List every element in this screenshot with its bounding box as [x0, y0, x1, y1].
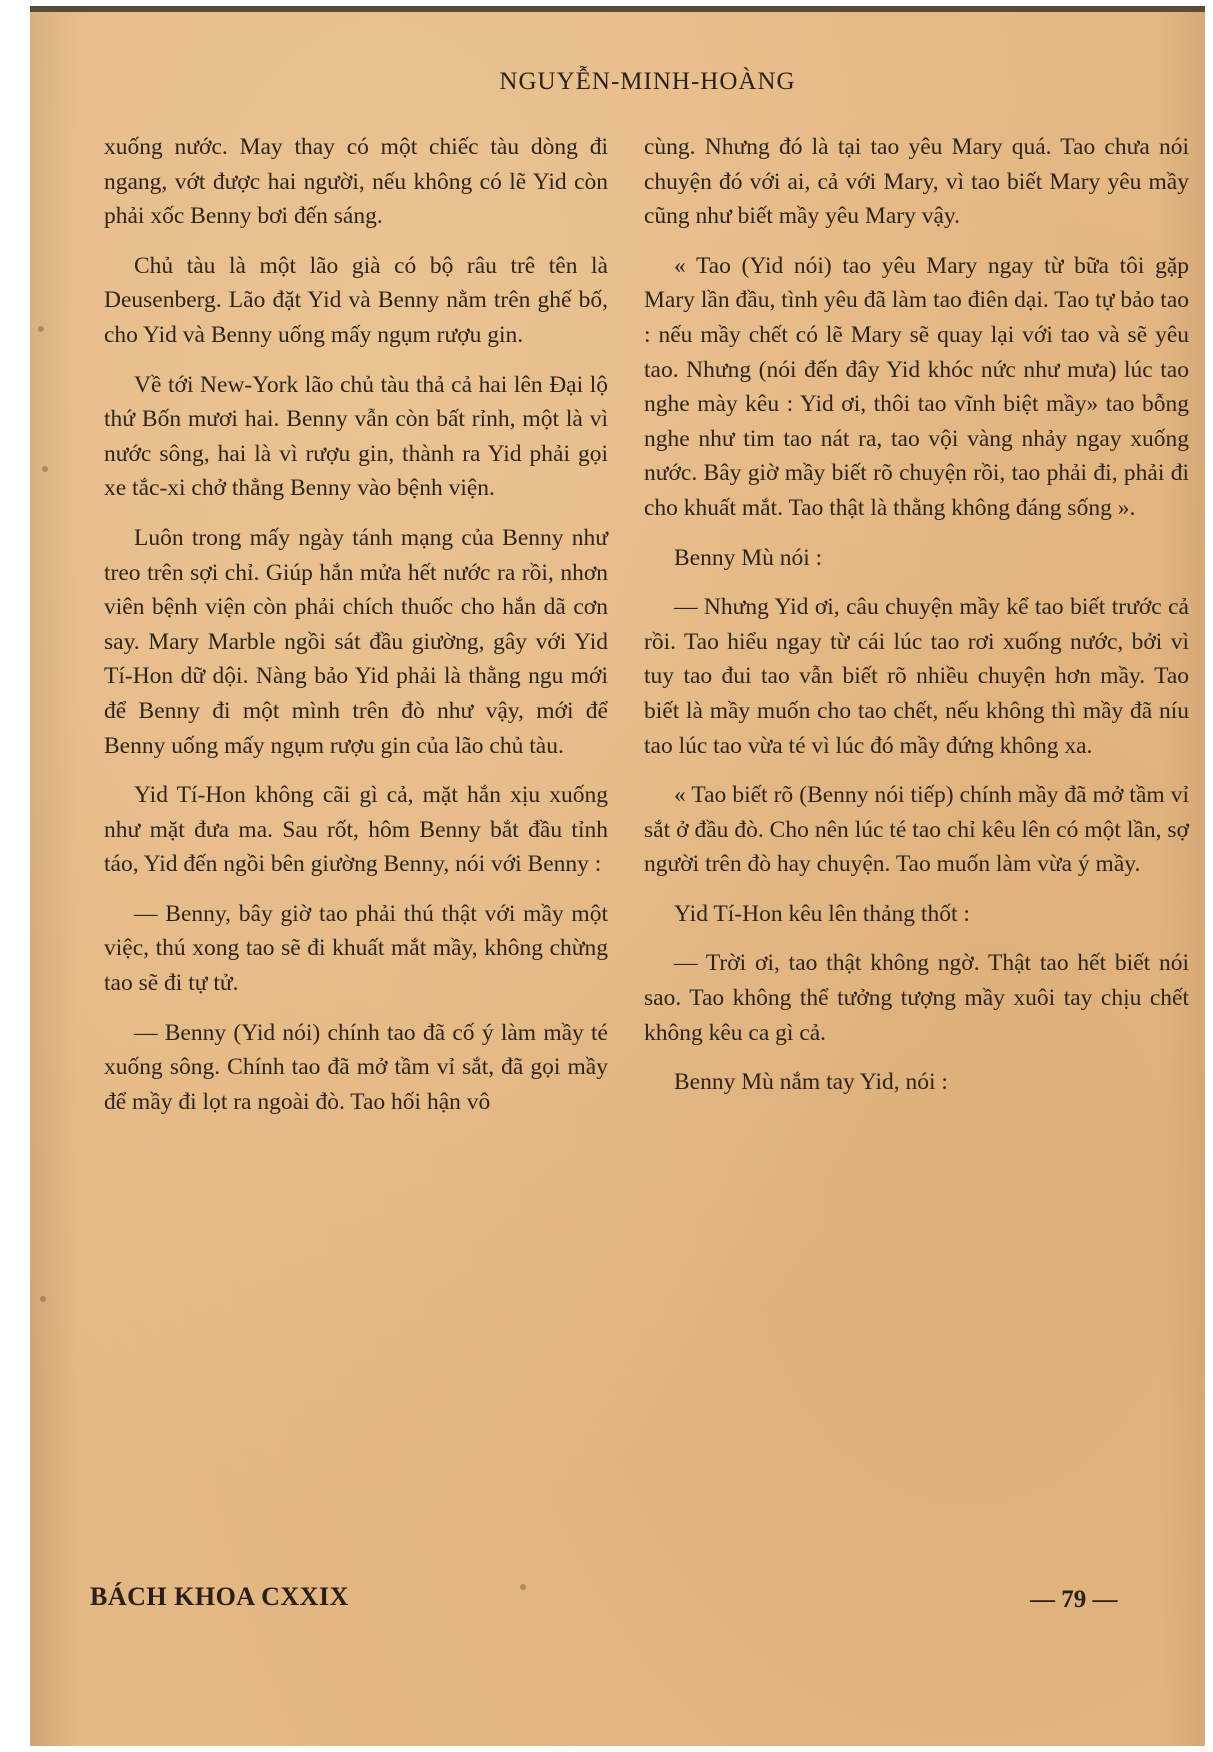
paragraph: « Tao biết rõ (Benny nói tiếp) chính mầy đã mở tầm vỉ sắt ở đầu đò. Cho nên lúc té tao chỉ kêu lên có một lần, sợ người trên đò hay chuyện. Tao muốn làm vừa ý mầy. [644, 782, 1189, 878]
paragraph: — Benny (Yid nói) chính tao đã cố ý làm mầy té xuống sông. Chính tao đã mở tầm vỉ sắt, đã gọi mầy để mầy đi lọt ra ngoài đò. Tao hối hận vô [104, 1019, 608, 1115]
paragraph: Yid Tí-Hon kêu lên thảng thốt : [674, 900, 970, 927]
left-column [104, 130, 608, 1134]
paragraph: Luôn trong mấy ngày tánh mạng của Benny như treo trên sợi chỉ. Giúp hắn mửa hết nước ra rồi, nhơn viên bệnh viện còn phải chích thuốc cho hắn dã cơn say. Mary Marble ngồi sát đầu giường, gây với Yid Tí-Hon dữ dội. Nàng bảo Yid phải là thằng ngu mới để Benny đi một mình trên đò như vậy, mới để Benny uống mấy ngụm rượu gin của lão chủ tàu. [104, 524, 608, 759]
paper-speck [42, 466, 48, 472]
right-column [644, 130, 1189, 1115]
magazine-page [30, 6, 1205, 1746]
paragraph: Benny Mù nói : [674, 544, 823, 571]
paragraph: — Trời ơi, tao thật không ngờ. Thật tao hết biết nói sao. Tao không thể tưởng tượng mầy xuôi tay chịu chết không kêu ca gì cả. [644, 950, 1189, 1046]
paragraph: cùng. Nhưng đó là tại tao yêu Mary quá. Tao chưa nói chuyện đó với ai, cả với Mary, vì tao biết Mary yêu mầy cũng như biết mầy yêu Mary vậy. [644, 134, 1189, 230]
paragraph: — Benny, bây giờ tao phải thú thật với mầy một việc, thú xong tao sẽ đi khuất mắt mầy, không chừng tao sẽ đi tự tử. [104, 900, 608, 997]
paragraph: Benny Mù nắm tay Yid, nói : [674, 1069, 948, 1096]
paragraph: — Nhưng Yid ơi, câu chuyện mầy kể tao biết trước cả rồi. Tao hiểu ngay từ cái lúc tao rơi xuống nước, bởi vì tuy tao đui tao vẫn biết rõ nhiều chuyện hơn mầy. Tao biết là mầy muốn cho tao chết, nếu không thì mầy đã níu tao lúc tao vừa té vì lúc đó mầy đứng không xa. [644, 594, 1189, 759]
paper-speck [40, 1296, 46, 1302]
paragraph: Yid Tí-Hon không cãi gì cả, mặt hắn xịu xuống như mặt đưa ma. Sau rốt, hôm Benny bắt đầu tỉnh táo, Yid đến ngồi bên giường Benny, nói với Benny : [104, 782, 608, 878]
running-head: NGUYỄN-MINH-HOÀNG [499, 68, 796, 95]
paper-speck [520, 1584, 526, 1590]
page-number: — 79 — [1030, 1586, 1118, 1613]
paragraph: Chủ tàu là một lão già có bộ râu trê tên là Deusenberg. Lão đặt Yid và Benny nằm trên ghế bố, cho Yid và Benny uống mấy ngụm rượu gin. [104, 252, 608, 348]
paper-speck [38, 326, 44, 332]
paragraph: xuống nước. May thay có một chiếc tàu dòng đi ngang, vớt được hai người, nếu không có lẽ Yid còn phải xốc Benny bơi đến sáng. [104, 134, 608, 230]
magazine-title-footer: BÁCH KHOA CXXIX [90, 1582, 349, 1611]
paragraph: Về tới New-York lão chủ tàu thả cả hai lên Đại lộ thứ Bốn mươi hai. Benny vẫn còn bất rỉnh, một là vì nước sông, hai là vì rượu gin, thành ra Yid phải gọi xe tắc-xi chở thẳng Benny vào bệnh viện. [104, 371, 608, 502]
paragraph: « Tao (Yid nói) tao yêu Mary ngay từ bữa tôi gặp Mary lần đầu, tình yêu đã làm tao điên dại. Tao tự bảo tao : nếu mầy chết có lẽ Mary sẽ quay lại với tao và sẽ yêu tao. Nhưng (nói đến đây Yid khóc nức như mưa) lúc tao nghe mày kêu : Yid ơi, thôi tao vĩnh biệt mầy» tao bỗng nghe như tim tao nát ra, tao vội vàng nhảy ngay xuống nước. Bây giờ mầy biết rõ chuyện rồi, tao phải đi, phải đi cho khuất mắt. Tao thật là thằng không đáng sống ». [644, 252, 1189, 521]
